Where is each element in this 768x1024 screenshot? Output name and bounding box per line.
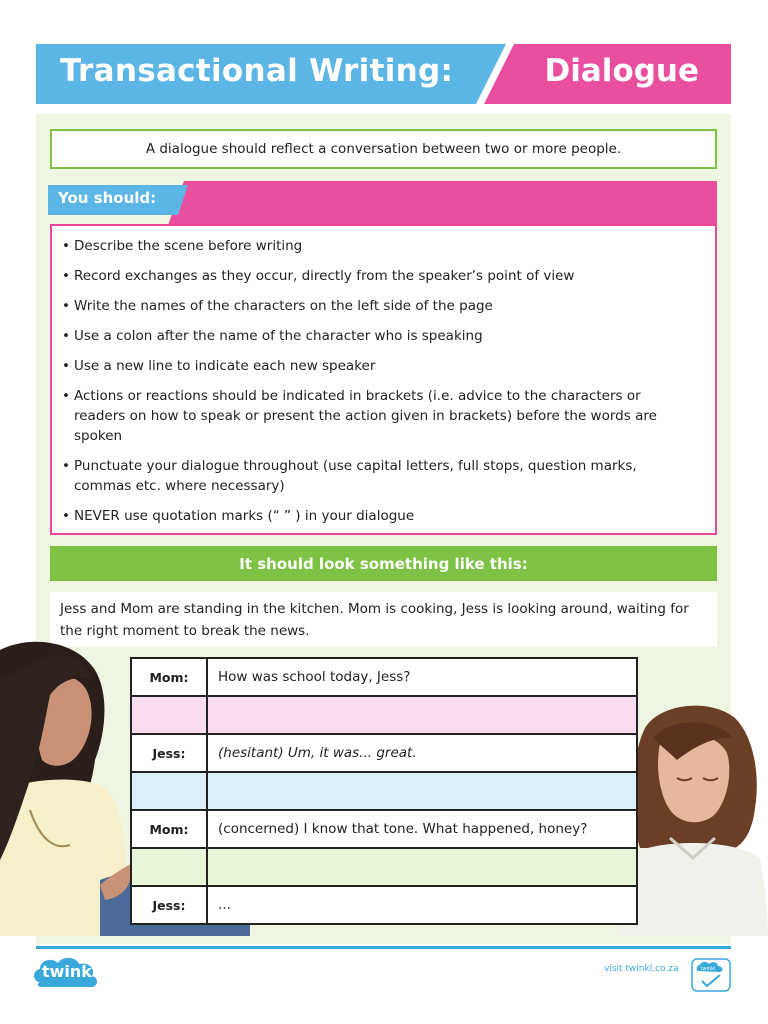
intro-text: A dialogue should reflect a conversation between two or more people. <box>145 141 622 157</box>
speaker-cell: Mom: <box>131 810 207 848</box>
intro-box <box>50 129 717 169</box>
guidelines-list <box>62 236 695 526</box>
scene-text: Jess and Mom are standing in the kitchen. Mom is cooking, Jess is looking around, waiting for the right moment to break the news. <box>60 601 689 639</box>
example-heading-text: It should look something like this: <box>239 554 528 573</box>
scene-description <box>50 592 717 647</box>
table-row <box>131 658 637 696</box>
badge-text: twinkl <box>700 966 716 972</box>
speaker-cell <box>131 696 207 734</box>
table-row <box>131 696 637 734</box>
speaker-cell <box>131 772 207 810</box>
list-item: • Describe the scene before writing <box>62 236 695 256</box>
speaker-cell <box>131 848 207 886</box>
you-should-label: You should: <box>58 189 157 207</box>
line-cell: (hesitant) Um, it was... great. <box>207 734 637 772</box>
line-cell <box>207 696 637 734</box>
page-title: Transactional Writing: <box>60 53 454 89</box>
line-cell: How was school today, Jess? <box>207 658 637 696</box>
dialogue-table <box>130 657 638 925</box>
line-cell: (concerned) I know that tone. What happened, honey? <box>207 810 637 848</box>
speaker-cell: Mom: <box>131 658 207 696</box>
list-item: • Use a new line to indicate each new speaker <box>62 356 695 376</box>
table-row <box>131 734 637 772</box>
guidelines-box <box>50 224 717 535</box>
visit-link[interactable]: visit twinkl.co.za <box>604 964 679 974</box>
table-row <box>131 810 637 848</box>
list-item: • Actions or reactions should be indicated in brackets (i.e. advice to the characters or readers on how to speak or present the action given in brackets) before the words are spoken <box>62 386 695 446</box>
line-cell: ... <box>207 886 637 924</box>
line-cell <box>207 848 637 886</box>
speaker-cell: Jess: <box>131 886 207 924</box>
table-row <box>131 886 637 924</box>
footer-divider <box>36 946 731 949</box>
table-row <box>131 772 637 810</box>
list-item: • Write the names of the characters on the left side of the page <box>62 296 695 316</box>
line-cell <box>207 772 637 810</box>
header-banner <box>36 44 731 104</box>
list-item: • Record exchanges as they occur, directly from the speaker’s point of view <box>62 266 695 286</box>
table-row <box>131 848 637 886</box>
example-heading <box>50 546 717 581</box>
list-item: • Punctuate your dialogue throughout (use capital letters, full stops, question marks, commas etc. where necessary) <box>62 456 695 496</box>
speaker-cell: Jess: <box>131 734 207 772</box>
list-item: • Use a colon after the name of the character who is speaking <box>62 326 695 346</box>
page-subtitle: Dialogue <box>544 53 699 89</box>
you-should-header <box>48 181 717 225</box>
quality-badge-icon <box>690 955 732 993</box>
logo-text[interactable]: twinkl <box>42 962 98 981</box>
list-item: • NEVER use quotation marks (“ ” ) in your dialogue <box>62 506 695 526</box>
